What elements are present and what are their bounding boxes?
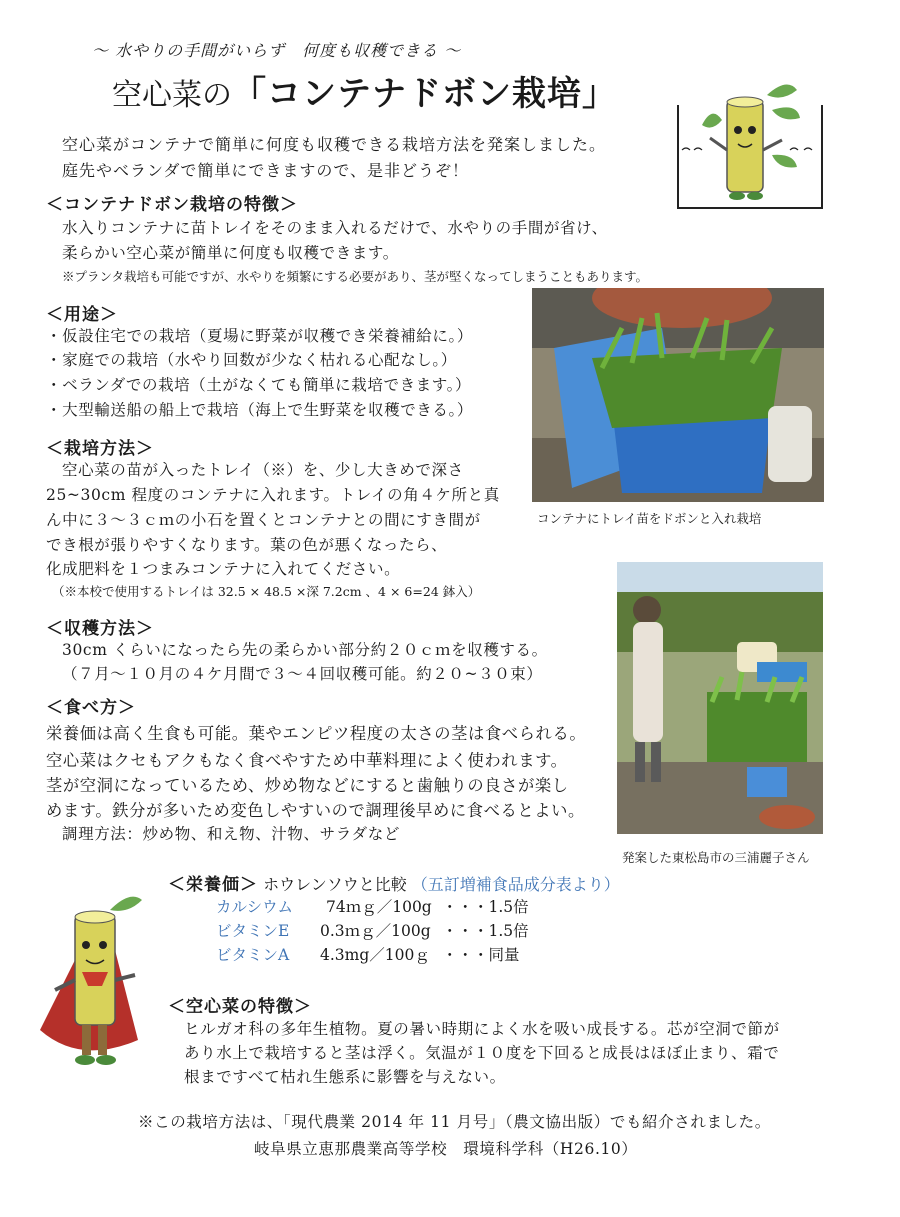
method-line: ん中に３～３ｃｍの小石を置くとコンテナとの間にすき間が [46, 511, 481, 529]
eating-line: 調理方法：炒め物、和え物、汁物、サラダなど [62, 825, 400, 843]
page-title [112, 66, 617, 115]
method-heading: ＜栽培方法＞ [46, 439, 154, 459]
method-line: 25~30cm 程度のコンテナに入れます。トレイの角４ケ所と真 [46, 486, 500, 504]
nutrient-amount: 4.3mg／100ｇ [320, 946, 430, 964]
uses-item: ・家庭での栽培（水やり回数が少なく枯れる心配なし。） [46, 351, 457, 369]
mascot-container-illustration [672, 80, 832, 220]
nutrient-name: カルシウム [216, 898, 293, 916]
intro-line-2: 庭先やベランダで簡単にできますので、是非どうぞ！ [62, 161, 470, 180]
eating-line: 空心菜はクセもアクもなく食べやすため中華料理によく使われます。 [46, 751, 568, 770]
plant-line: 根まですべて枯れ生態系に影響を与えない。 [184, 1068, 506, 1086]
plant-line: ヒルガオ科の多年生植物。夏の暑い時期によく水を吸い成長する。芯が空洞で節が [184, 1020, 780, 1038]
nutrient-ratio: ・・・同量 [442, 946, 520, 964]
nutrition-heading-row [168, 870, 620, 895]
nutrition-compare: ホウレンソウと比較 [263, 875, 407, 894]
features-heading: ＜コンテナドボン栽培の特徴＞ [46, 195, 298, 215]
eating-line: 茎が空洞になっているため、炒め物などにすると歯触りの良さが楽し [46, 776, 569, 795]
nutrition-source: （五訂増補食品成分表より） [411, 875, 620, 894]
eating-line: めます。鉄分が多いため変色しやすいので調理後早めに食べるとよい。 [46, 801, 585, 820]
footer-note: ※この栽培方法は、「現代農業 2014 年 11 月号」（農文協出版）でも紹介されました。 [138, 1113, 771, 1131]
photo-container-cultivation [532, 288, 824, 502]
method-line: 化成肥料を１つまみコンテナに入れてください。 [46, 560, 401, 578]
eating-line: 栄養価は高く生食も可能。葉やエンピツ程度の太さの茎は食べられる。 [46, 724, 587, 743]
eating-heading: ＜食べ方＞ [46, 698, 136, 718]
title-prefix: 空心菜の [112, 78, 232, 113]
nutrient-name: ビタミンE [216, 922, 290, 940]
intro-line-1: 空心菜がコンテナで簡単に何度も収穫できる栽培方法を発案しました。 [62, 135, 607, 154]
plant-heading: ＜空心菜の特徴＞ [168, 997, 312, 1017]
photo-inventor-image [617, 562, 823, 834]
nutrition-row [216, 919, 556, 941]
nutrition-heading: ＜栄養価＞ [168, 875, 258, 895]
method-note: （※本校で使用するトレイは 32.5 × 48.5 ×深 7.2cm 、4 × 6=24 鉢入） [52, 584, 481, 599]
mascot-hero-illustration [30, 890, 170, 1080]
features-note: ※プランタ栽培も可能ですが、水やりを頻繁にする必要があり、茎が堅くなってしまうこともあります。 [62, 269, 649, 284]
nutrition-row [216, 895, 556, 917]
method-line: 空心菜の苗が入ったトレイ（※）を、少し大きめで深さ [62, 461, 464, 479]
nutrient-amount: 74ｍｇ／100g [326, 898, 432, 916]
nutrient-name: ビタミンA [216, 946, 290, 964]
features-line: 柔らかい空心菜が簡単に何度も収穫できます。 [62, 244, 399, 262]
harvest-heading: ＜収穫方法＞ [46, 619, 154, 639]
photo-inventor [617, 562, 823, 834]
uses-heading: ＜用途＞ [46, 305, 118, 325]
nutrient-amount: 0.3ｍｇ／100g [320, 922, 431, 940]
uses-item: ・ベランダでの栽培（土がなくても簡単に栽培できます。） [46, 376, 472, 394]
photo1-caption: コンテナにトレイ苗をドボンと入れ栽培 [537, 511, 762, 526]
photo2-caption: 発案した東松島市の三浦麗子さん [622, 850, 810, 865]
title-main: 「コンテナドボン栽培」 [232, 74, 617, 114]
nutrient-ratio: ・・・1.5倍 [442, 922, 529, 940]
features-line: 水入りコンテナに苗トレイをそのまま入れるだけで、水やりの手間が省け、 [62, 219, 608, 237]
uses-item: ・大型輸送船の船上で栽培（海上で生野菜を収穫できる。） [46, 401, 473, 419]
harvest-line: （７月～１０月の４ケ月間で３～４回収穫可能。約２０~３０束） [62, 665, 543, 683]
footer-school: 岐阜県立恵那農業高等学校 環境科学科（H26.10） [254, 1140, 638, 1158]
uses-item: ・仮設住宅での栽培（夏場に野菜が収穫でき栄養補給に。） [46, 327, 473, 345]
method-line: でき根が張りやすくなります。葉の色が悪くなったら、 [46, 536, 448, 554]
nutrition-row [216, 943, 556, 965]
nutrient-ratio: ・・・1.5倍 [442, 898, 529, 916]
subtitle: ～ 水やりの手間がいらず 何度も収穫できる ～ [92, 41, 462, 60]
photo-container-image [532, 288, 824, 502]
harvest-line: 30cm くらいになったら先の柔らかい部分約２０ｃｍを収穫する。 [62, 641, 548, 659]
plant-line: あり水上で栽培すると茎は浮く。気温が１０度を下回ると成長はほぼ止まり、霜で [184, 1044, 780, 1062]
